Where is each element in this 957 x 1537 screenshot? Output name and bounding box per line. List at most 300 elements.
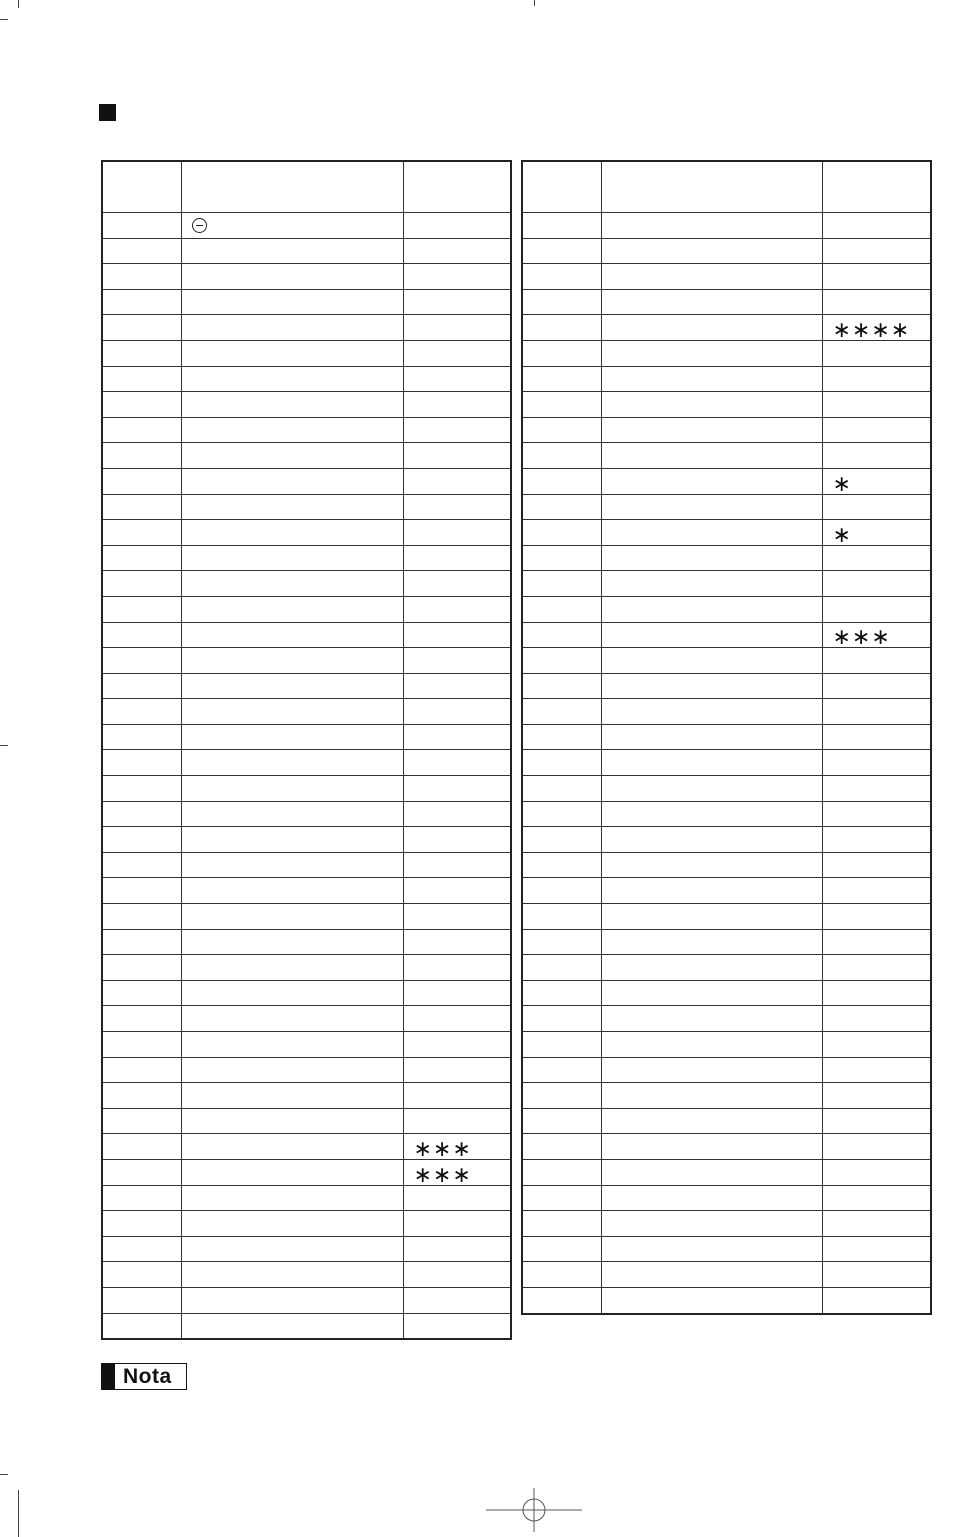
- right-table-cell-col3: [822, 494, 931, 520]
- left-table-cell-col3: [403, 494, 511, 520]
- right-table-cell-col2: [601, 238, 822, 264]
- left-table-row: [102, 827, 511, 853]
- right-table-cell-col3: [822, 673, 931, 699]
- right-table-cell-col3: [822, 392, 931, 418]
- left-table-cell-col2: [181, 417, 403, 443]
- right-table-row: [522, 366, 931, 392]
- right-table-row: [522, 955, 931, 981]
- left-table-cell-col1: [102, 340, 181, 366]
- right-table-cell-col1: [522, 1006, 601, 1032]
- left-table-row: [102, 955, 511, 981]
- left-table-cell-col3: [403, 878, 511, 904]
- left-table-row: [102, 622, 511, 648]
- right-table-cell-col1: [522, 289, 601, 315]
- right-table-cell-col2: [601, 980, 822, 1006]
- right-table-cell-col2: [601, 1236, 822, 1262]
- left-table-cell-col3: [403, 673, 511, 699]
- right-table-cell-col2: [601, 1032, 822, 1058]
- left-table-cell-col3: [403, 929, 511, 955]
- right-table-cell-col1: [522, 596, 601, 622]
- left-table-cell-col1: [102, 673, 181, 699]
- right-table-cell-col1: [522, 1262, 601, 1288]
- left-table-cell-col2: [181, 392, 403, 418]
- left-table-cell-col2: [181, 1159, 403, 1185]
- right-table-cell-col3: [822, 980, 931, 1006]
- left-table-row: [102, 571, 511, 597]
- right-table-cell-col1: [522, 571, 601, 597]
- right-table-cell-col1: [522, 622, 601, 648]
- right-table-cell-col3: [822, 776, 931, 802]
- right-table-cell-col2: [601, 699, 822, 725]
- right-table-cell-col2: [601, 1262, 822, 1288]
- left-table-cell-col3: [403, 1185, 511, 1211]
- left-table-cell-col3: [403, 596, 511, 622]
- left-table-cell-col1: [102, 1108, 181, 1134]
- left-table-cell-col2: [181, 520, 403, 546]
- left-table-cell-col3: [403, 980, 511, 1006]
- right-table-row: [522, 750, 931, 776]
- right-table-cell-col2: [601, 1185, 822, 1211]
- right-header-col2: [601, 161, 822, 213]
- left-table-cell-col1: [102, 1006, 181, 1032]
- left-table-cell-col2: [181, 622, 403, 648]
- left-table-row: [102, 724, 511, 750]
- left-table-row: [102, 904, 511, 930]
- right-table-cell-col1: [522, 392, 601, 418]
- left-table-cell-col3: [403, 622, 511, 648]
- right-table-cell-col2: [601, 1057, 822, 1083]
- right-table-cell-col1: [522, 673, 601, 699]
- right-table-row: [522, 494, 931, 520]
- right-table-row: [522, 1185, 931, 1211]
- left-table-cell-col3: [403, 1083, 511, 1109]
- right-table-row: [522, 1262, 931, 1288]
- right-table-cell-col2: [601, 1006, 822, 1032]
- right-table-row: [522, 1032, 931, 1058]
- right-table-cell-col2: [601, 673, 822, 699]
- left-table-marker-text: ∗∗∗: [413, 1136, 472, 1160]
- left-table-row: [102, 1262, 511, 1288]
- left-table-cell-col1: [102, 520, 181, 546]
- left-table-cell-col2: [181, 648, 403, 674]
- right-table-marker-text: ∗: [832, 470, 852, 495]
- left-table-cell-col1: [102, 545, 181, 571]
- right-table-cell-col1: [522, 1211, 601, 1237]
- left-table-cell-col2: [181, 468, 403, 494]
- right-table-cell-col3: [822, 1057, 931, 1083]
- registration-mark-icon: [486, 1488, 582, 1532]
- left-table-cell-col3: [403, 801, 511, 827]
- right-table-cell-col2: [601, 1211, 822, 1237]
- right-table-cell-col1: [522, 520, 601, 546]
- left-table-cell-col3: [403, 1108, 511, 1134]
- left-table-cell-col2: [181, 955, 403, 981]
- right-table-cell-col1: [522, 1108, 601, 1134]
- left-table-cell-col3: [403, 520, 511, 546]
- left-table-cell-col3: [403, 1262, 511, 1288]
- left-table-cell-col2: [181, 904, 403, 930]
- left-table-cell-col1: [102, 1032, 181, 1058]
- right-table-row: [522, 264, 931, 290]
- right-table-row: [522, 571, 931, 597]
- left-table-cell-col2: [181, 545, 403, 571]
- right-table-cell-col1: [522, 238, 601, 264]
- right-table-cell-col1: [522, 315, 601, 341]
- left-table-cell-col3: [403, 571, 511, 597]
- right-table-cell-col2: [601, 776, 822, 802]
- right-table-row: [522, 1287, 931, 1313]
- left-table-cell-col1: [102, 622, 181, 648]
- right-table-cell-col2: [601, 340, 822, 366]
- left-table-row: [102, 1032, 511, 1058]
- left-table-cell-col1: [102, 1185, 181, 1211]
- left-table-row: [102, 392, 511, 418]
- left-table-cell-col3: [403, 340, 511, 366]
- left-table-cell-col2: [181, 1083, 403, 1109]
- right-table-cell-col1: [522, 1032, 601, 1058]
- right-table-row: [522, 315, 931, 341]
- right-table-cell-col3: [822, 238, 931, 264]
- right-table-cell-col2: [601, 417, 822, 443]
- right-table-row: [522, 904, 931, 930]
- left-table-cell-col2: [181, 1185, 403, 1211]
- left-table-cell-col3: [403, 315, 511, 341]
- left-table-cell-col3: [403, 545, 511, 571]
- left-table-cell-col1: [102, 1236, 181, 1262]
- right-table-cell-col3: [822, 417, 931, 443]
- left-table-cell-col1: [102, 955, 181, 981]
- right-table-row: [522, 392, 931, 418]
- right-table-cell-col3: [822, 340, 931, 366]
- left-table-cell-col2: [181, 1134, 403, 1160]
- left-table-cell-col1: [102, 904, 181, 930]
- right-table-cell-col1: [522, 1083, 601, 1109]
- left-table-cell-col1: [102, 724, 181, 750]
- left-table-cell-col3: [403, 366, 511, 392]
- right-table-row: [522, 724, 931, 750]
- left-table-row: [102, 929, 511, 955]
- left-table-cell-col3: [403, 1057, 511, 1083]
- right-table-cell-col2: [601, 1108, 822, 1134]
- left-table-cell-col1: [102, 264, 181, 290]
- right-table-cell-col3: [822, 1211, 931, 1237]
- left-table-cell-col3: [403, 392, 511, 418]
- right-table-row: [522, 443, 931, 469]
- right-table-row: [522, 340, 931, 366]
- right-table-cell-col3: [822, 596, 931, 622]
- left-table-cell-col3: [403, 1032, 511, 1058]
- left-table-cell-col1: [102, 1211, 181, 1237]
- right-table-row: [522, 1134, 931, 1160]
- right-table-cell-col1: [522, 929, 601, 955]
- right-table-cell-col3: [822, 827, 931, 853]
- left-table-cell-col3: [403, 1134, 511, 1160]
- right-table-row: [522, 289, 931, 315]
- left-table-cell-col2: [181, 1313, 403, 1339]
- right-table-cell-col2: [601, 724, 822, 750]
- left-table-row: [102, 1006, 511, 1032]
- right-table-row: [522, 622, 931, 648]
- left-table-cell-col3: [403, 468, 511, 494]
- right-table-cell-col1: [522, 264, 601, 290]
- right-table-cell-col1: [522, 699, 601, 725]
- right-table-cell-col3: [822, 1032, 931, 1058]
- left-table-cell-col1: [102, 1262, 181, 1288]
- crop-mark-mid-left: [0, 745, 8, 746]
- right-table-cell-col1: [522, 366, 601, 392]
- left-table-row: [102, 1313, 511, 1339]
- right-table-cell-col3: [822, 289, 931, 315]
- left-table-cell-col2: [181, 289, 403, 315]
- left-table-row: [102, 238, 511, 264]
- left-table-row: [102, 1211, 511, 1237]
- left-table-cell-col3: [403, 648, 511, 674]
- left-table-row: [102, 776, 511, 802]
- left-table-cell-col3: [403, 443, 511, 469]
- left-table-cell-col2: [181, 980, 403, 1006]
- left-table-cell-col2: [181, 673, 403, 699]
- right-table-row: [522, 776, 931, 802]
- left-table-cell-col1: [102, 750, 181, 776]
- right-table-row: [522, 468, 931, 494]
- right-table-row: [522, 648, 931, 674]
- left-table-row: [102, 980, 511, 1006]
- left-table-row: [102, 648, 511, 674]
- right-table-row: [522, 1108, 931, 1134]
- left-table-cell-col2: [181, 724, 403, 750]
- left-table-cell-col1: [102, 1159, 181, 1185]
- left-table-cell-col2: [181, 699, 403, 725]
- left-table-cell-col2: [181, 776, 403, 802]
- right-table-row: [522, 1211, 931, 1237]
- left-table-cell-col1: [102, 1057, 181, 1083]
- right-table-cell-col1: [522, 1185, 601, 1211]
- left-header-col2: [181, 161, 403, 213]
- right-table-row: [522, 596, 931, 622]
- right-table-cell-col2: [601, 366, 822, 392]
- left-table-cell-col3: [403, 1159, 511, 1185]
- right-table-cell-col3: [822, 852, 931, 878]
- left-table-cell-col3: [403, 264, 511, 290]
- right-table-row: [522, 1057, 931, 1083]
- right-table-row: [522, 801, 931, 827]
- right-table-cell-col3: [822, 724, 931, 750]
- left-table-cell-col2: [181, 1057, 403, 1083]
- left-table-cell-col3: [403, 1313, 511, 1339]
- right-table-cell-col2: [601, 596, 822, 622]
- left-header-col1: [102, 161, 181, 213]
- right-table-cell-col1: [522, 776, 601, 802]
- left-table-cell-col1: [102, 801, 181, 827]
- right-table-cell-col2: [601, 468, 822, 494]
- crop-mark-top-left: [18, 0, 19, 8]
- left-table-cell-col1: [102, 494, 181, 520]
- right-table-row: [522, 929, 931, 955]
- left-table-row: [102, 1057, 511, 1083]
- left-table-row: [102, 750, 511, 776]
- left-table-cell-col2: [181, 878, 403, 904]
- right-table-row: [522, 1236, 931, 1262]
- right-header-col3: [822, 161, 931, 213]
- left-table-cell-col2: [181, 1006, 403, 1032]
- right-table-row: [522, 213, 931, 239]
- left-table-row: [102, 443, 511, 469]
- right-table-row: [522, 827, 931, 853]
- left-table-row: [102, 468, 511, 494]
- minus-circle-icon: [192, 218, 207, 233]
- right-table-row: [522, 699, 931, 725]
- left-table-row: [102, 673, 511, 699]
- left-table-cell-col2: [181, 1108, 403, 1134]
- right-table-cell-col3: [822, 366, 931, 392]
- left-table-cell-col1: [102, 1287, 181, 1313]
- right-table-row: [522, 1159, 931, 1185]
- crop-mark-bottom-left: [0, 1474, 8, 1475]
- left-table: [101, 160, 512, 1340]
- right-table-cell-col2: [601, 571, 822, 597]
- right-table-cell-col2: [601, 315, 822, 341]
- left-table-row: [102, 520, 511, 546]
- right-table-header-row: [522, 161, 931, 213]
- right-table-cell-col2: [601, 392, 822, 418]
- left-table-row: [102, 1108, 511, 1134]
- right-table-cell-col1: [522, 827, 601, 853]
- left-table-cell-col2: [181, 571, 403, 597]
- right-table-cell-col3: [822, 1236, 931, 1262]
- right-table-cell-col2: [601, 443, 822, 469]
- right-table-cell-col3: [822, 468, 931, 494]
- right-table-row: [522, 520, 931, 546]
- left-table-row: [102, 315, 511, 341]
- right-table-cell-col3: [822, 571, 931, 597]
- right-table-cell-col3: [822, 622, 931, 648]
- right-table-cell-col2: [601, 494, 822, 520]
- left-table-row: [102, 801, 511, 827]
- left-table-cell-col2: [181, 852, 403, 878]
- left-table-cell-col3: [403, 750, 511, 776]
- left-table-row: [102, 1185, 511, 1211]
- right-table-cell-col1: [522, 545, 601, 571]
- left-table-cell-col2: [181, 1236, 403, 1262]
- left-table-row: [102, 417, 511, 443]
- left-table-cell-col3: [403, 1236, 511, 1262]
- right-table: [521, 160, 932, 1315]
- left-table-cell-col3: [403, 1211, 511, 1237]
- crop-mark-bottom-left-v: [18, 1490, 19, 1537]
- left-table-cell-col1: [102, 571, 181, 597]
- right-table-cell-col1: [522, 443, 601, 469]
- note-bar: [102, 1364, 115, 1389]
- left-table-cell-col1: [102, 648, 181, 674]
- right-table-cell-col2: [601, 955, 822, 981]
- right-table-cell-col1: [522, 648, 601, 674]
- left-table-row: [102, 340, 511, 366]
- right-table-row: [522, 1006, 931, 1032]
- left-table-cell-col3: [403, 1287, 511, 1313]
- left-table-marker-text: ∗∗∗: [413, 1161, 472, 1186]
- right-table-cell-col1: [522, 468, 601, 494]
- section-marker-square: [99, 104, 116, 121]
- right-table-cell-col1: [522, 750, 601, 776]
- right-table-cell-col3: [822, 1159, 931, 1185]
- right-table-cell-col3: [822, 1108, 931, 1134]
- left-table-cell-col1: [102, 699, 181, 725]
- right-table-cell-col3: [822, 213, 931, 239]
- left-table-cell-col3: [403, 417, 511, 443]
- right-table-cell-col2: [601, 929, 822, 955]
- right-table-cell-col1: [522, 1159, 601, 1185]
- right-table-cell-col2: [601, 213, 822, 239]
- left-table-cell-col2: [181, 238, 403, 264]
- left-table-cell-col3: [403, 776, 511, 802]
- right-table-cell-col2: [601, 520, 822, 546]
- right-table-cell-col1: [522, 724, 601, 750]
- right-table-cell-col2: [601, 648, 822, 674]
- left-table-row: [102, 494, 511, 520]
- left-table-row: [102, 264, 511, 290]
- right-table-cell-col3: [822, 1262, 931, 1288]
- left-table-cell-col2: [181, 1262, 403, 1288]
- right-table-cell-col3: [822, 1185, 931, 1211]
- left-table-cell-col1: [102, 315, 181, 341]
- left-table-cell-col2: [181, 750, 403, 776]
- left-table-cell-col2: [181, 340, 403, 366]
- right-table-cell-col1: [522, 801, 601, 827]
- right-table-cell-col2: [601, 750, 822, 776]
- right-table-cell-col1: [522, 878, 601, 904]
- right-table-cell-col2: [601, 801, 822, 827]
- right-table-cell-col2: [601, 1287, 822, 1313]
- left-table-cell-col2: [181, 929, 403, 955]
- left-table-cell-col1: [102, 417, 181, 443]
- right-table-cell-col3: [822, 1134, 931, 1160]
- right-table-cell-col1: [522, 904, 601, 930]
- right-table-cell-col1: [522, 494, 601, 520]
- right-table-row: [522, 980, 931, 1006]
- left-table-cell-col1: [102, 468, 181, 494]
- left-table-cell-col1: [102, 1083, 181, 1109]
- left-table-cell-col1: [102, 238, 181, 264]
- right-table-cell-col1: [522, 955, 601, 981]
- left-header-col3: [403, 161, 511, 213]
- left-table-cell-col3: [403, 827, 511, 853]
- right-table-cell-col2: [601, 1159, 822, 1185]
- left-table-cell-col2: [181, 366, 403, 392]
- left-table-row: [102, 1287, 511, 1313]
- left-table-row: [102, 596, 511, 622]
- left-table-row: [102, 213, 511, 239]
- left-table-header-row: [102, 161, 511, 213]
- right-table-cell-col2: [601, 827, 822, 853]
- left-table-row: [102, 852, 511, 878]
- right-table-cell-col2: [601, 622, 822, 648]
- right-table-cell-col1: [522, 1134, 601, 1160]
- right-table-cell-col1: [522, 852, 601, 878]
- right-table-cell-col3: [822, 878, 931, 904]
- right-table-cell-col1: [522, 213, 601, 239]
- right-table-marker-text: ∗: [832, 521, 852, 546]
- left-table-cell-col3: [403, 852, 511, 878]
- left-table-cell-col2: [181, 801, 403, 827]
- left-table-cell-col3: [403, 238, 511, 264]
- left-table-row: [102, 1134, 511, 1160]
- left-table-cell-col3: [403, 724, 511, 750]
- right-table-row: [522, 1083, 931, 1109]
- right-table-cell-col1: [522, 980, 601, 1006]
- right-table-cell-col3: [822, 750, 931, 776]
- right-table-cell-col3: [822, 520, 931, 546]
- left-table-cell-col1: [102, 366, 181, 392]
